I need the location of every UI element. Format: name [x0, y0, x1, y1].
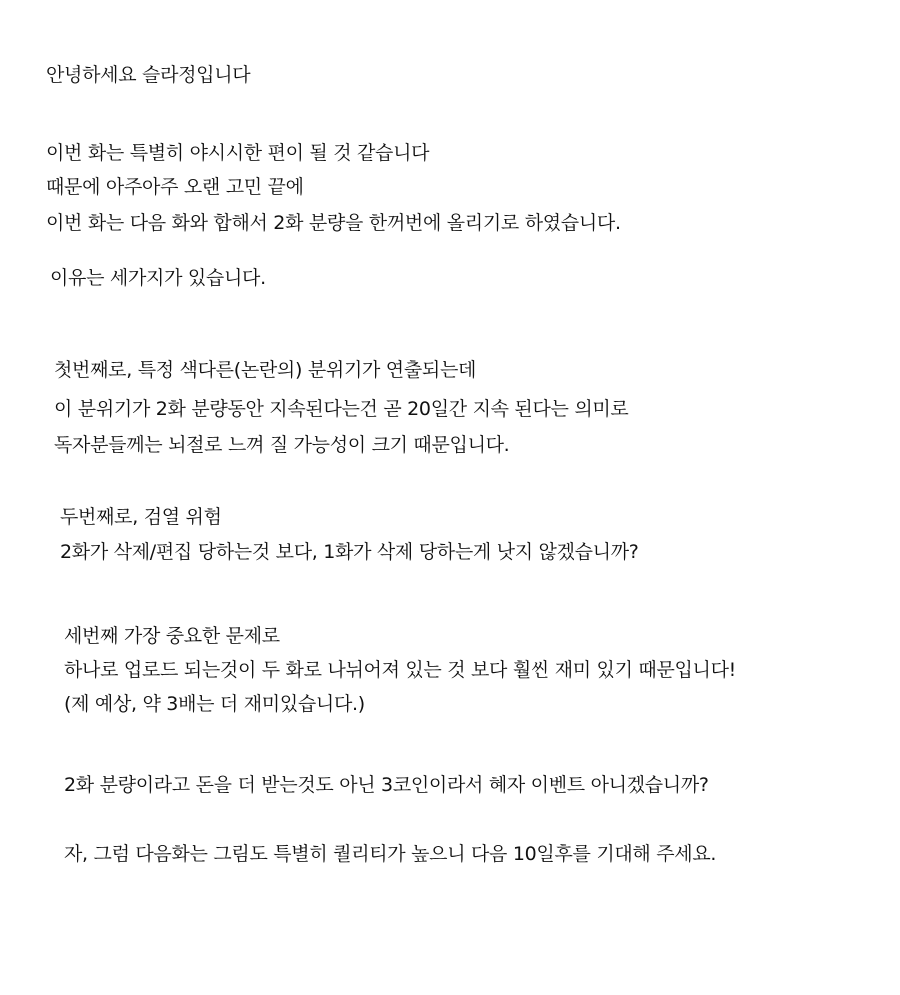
intro-line-2: 때문에 아주아주 오랜 고민 끝에 [46, 176, 304, 198]
reason3-line-3: (제 예상, 약 3배는 더 재미있습니다.) [64, 693, 365, 715]
greeting-text: 안녕하세요 슬라정입니다 [46, 64, 251, 86]
intro-line-3: 이번 화는 다음 화와 합해서 2화 분량을 한꺼번에 올리기로 하였습니다. [46, 212, 621, 234]
reason2-line-1: 두번째로, 검열 위험 [60, 506, 222, 528]
intro-line-1: 이번 화는 특별히 야시시한 편이 될 것 같습니다 [46, 142, 430, 164]
reasons-heading: 이유는 세가지가 있습니다. [50, 267, 266, 289]
reason2-line-2: 2화가 삭제/편집 당하는것 보다, 1화가 삭제 당하는게 낫지 않겠습니까? [60, 541, 639, 563]
closing-text: 자, 그럼 다음화는 그림도 특별히 퀄리티가 높으니 다음 10일후를 기대해 주세요. [64, 843, 717, 865]
bonus-note: 2화 분량이라고 돈을 더 받는것도 아닌 3코인이라서 혜자 이벤트 아니겠습니까? [64, 774, 709, 796]
reason1-line-3: 독자분들께는 뇌절로 느껴 질 가능성이 크기 때문입니다. [54, 434, 510, 456]
reason3-line-1: 세번째 가장 중요한 문제로 [64, 625, 280, 647]
reason1-line-1: 첫번째로, 특정 색다른(논란의) 분위기가 연출되는데 [54, 359, 477, 381]
reason3-line-2: 하나로 업로드 되는것이 두 화로 나뉘어져 있는 것 보다 훨씬 재미 있기 때문입니다! [64, 659, 736, 681]
reason1-line-2: 이 분위기가 2화 분량동안 지속된다는건 곧 20일간 지속 된다는 의미로 [54, 398, 629, 420]
